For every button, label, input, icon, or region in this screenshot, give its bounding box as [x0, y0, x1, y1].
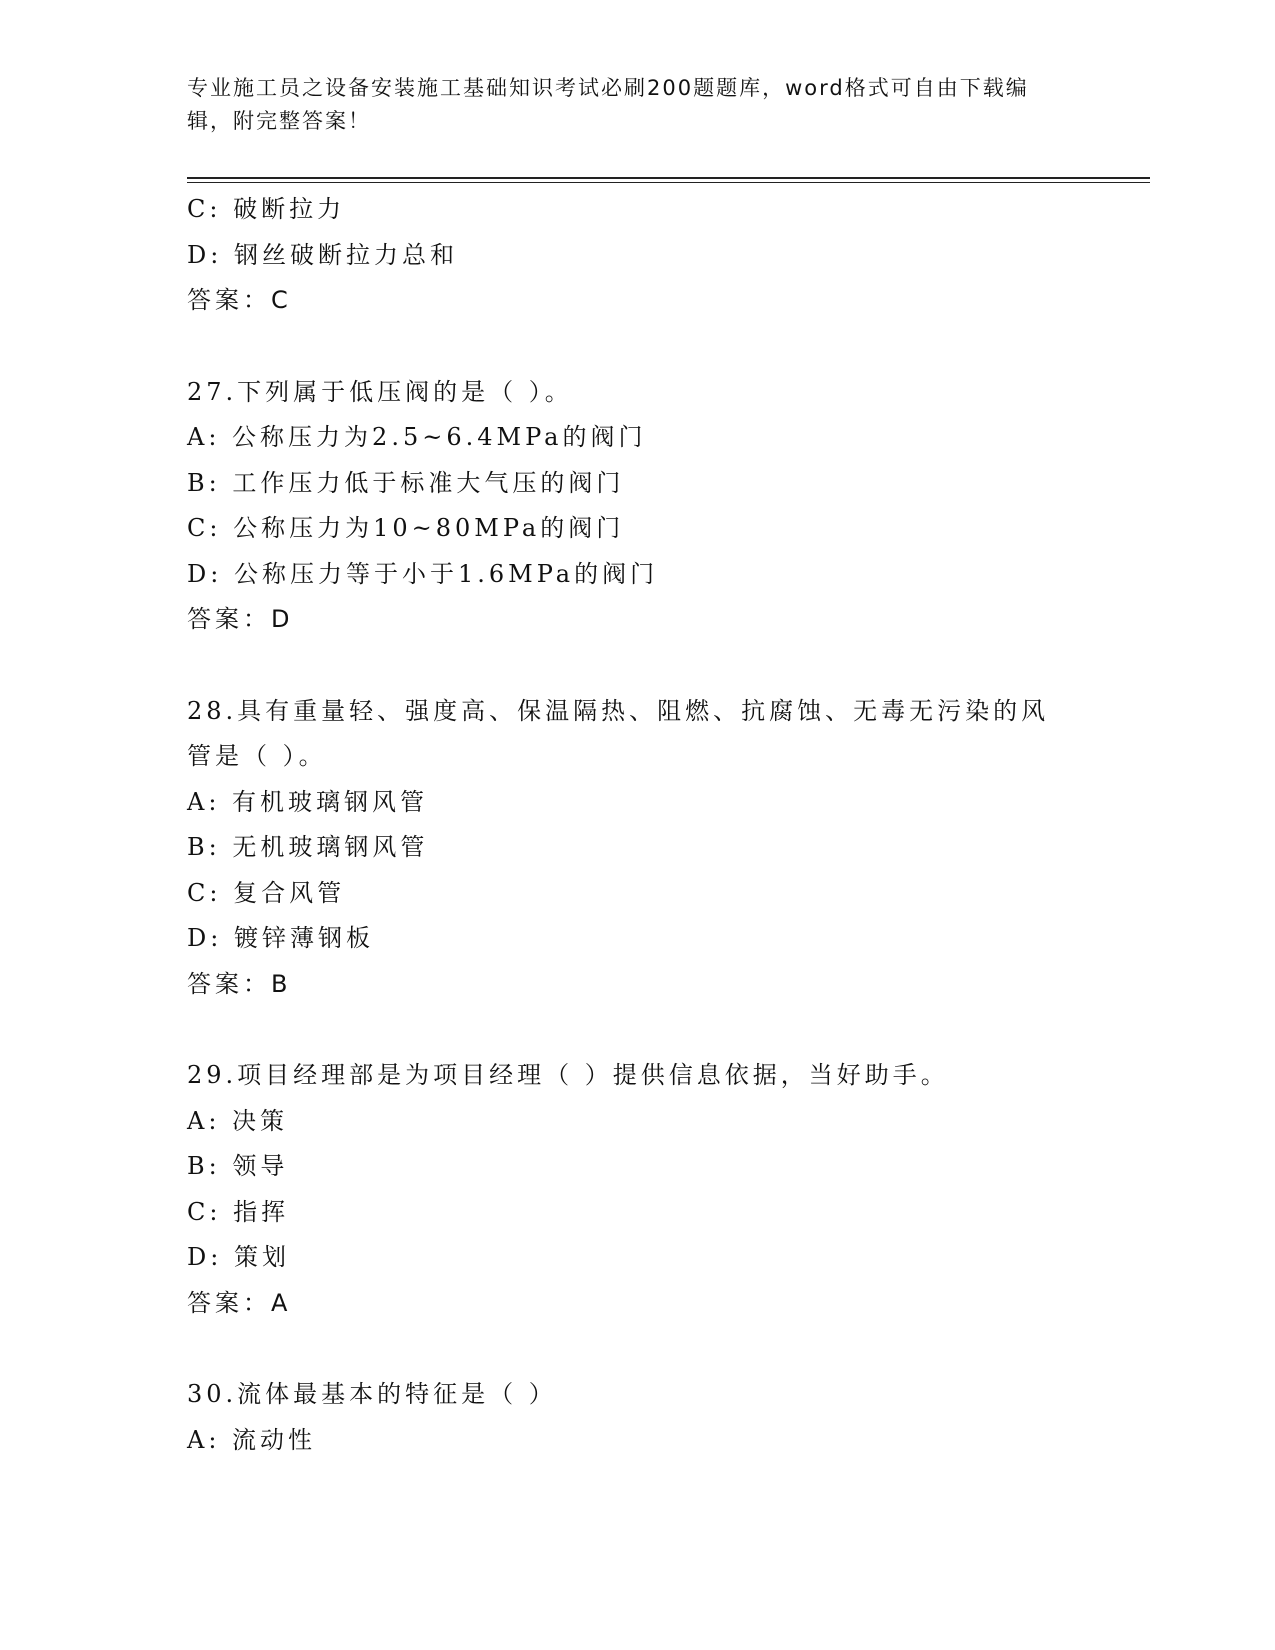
question-stem: 27.下列属于低压阀的是（ ）。 [187, 377, 573, 406]
option-b: B: 领导 [187, 1152, 289, 1180]
option-a: A: 决策 [187, 1106, 289, 1135]
answer-line: 答案：A [187, 1288, 292, 1317]
question-block-26-tail [187, 187, 1137, 324]
question-stem: 29.项目经理部是为项目经理（ ）提供信息依据，当好助手。 [187, 1061, 949, 1089]
option-b: B: 工作压力低于标准大气压的阀门 [187, 468, 625, 497]
option-c: C: 破断拉力 [187, 195, 346, 223]
answer-line: 答案：B [187, 969, 292, 998]
option-d: D: 镀锌薄钢板 [187, 924, 374, 952]
option-d: D: 策划 [187, 1243, 290, 1271]
header-rule-thick [187, 177, 1150, 179]
option-a: A: 流动性 [187, 1425, 317, 1454]
question-28 [187, 689, 1137, 1008]
question-27 [187, 370, 1137, 643]
question-stem: 30.流体最基本的特征是（ ） [187, 1380, 557, 1408]
option-a: A: 有机玻璃钢风管 [187, 787, 429, 816]
question-stem-line2: 管是（ ）。 [187, 742, 327, 770]
option-d: D: 公称压力等于小于1.6MPa的阀门 [187, 559, 659, 588]
question-30 [187, 1372, 1137, 1463]
document-header: 专业施工员之设备安装施工基础知识考试必刷200题题库，word格式可自由下载编辑，附完整答案！ [187, 76, 1029, 133]
question-list [187, 187, 1137, 1463]
option-d: D: 钢丝破断拉力总和 [187, 240, 458, 269]
option-c: C: 公称压力为10~80MPa的阀门 [187, 514, 625, 542]
option-a: A: 公称压力为2.5~6.4MPa的阀门 [187, 423, 647, 451]
question-stem-line1: 28.具有重量轻、强度高、保温隔热、阻燃、抗腐蚀、无毒无污染的风 [187, 696, 1050, 725]
option-c: C: 复合风管 [187, 878, 346, 907]
answer-line: 答案：C [187, 286, 292, 314]
header-rule-thin [187, 182, 1150, 183]
question-29 [187, 1053, 1137, 1326]
option-b: B: 无机玻璃钢风管 [187, 833, 429, 861]
option-c: C: 指挥 [187, 1197, 290, 1226]
answer-line: 答案：D [187, 605, 294, 633]
